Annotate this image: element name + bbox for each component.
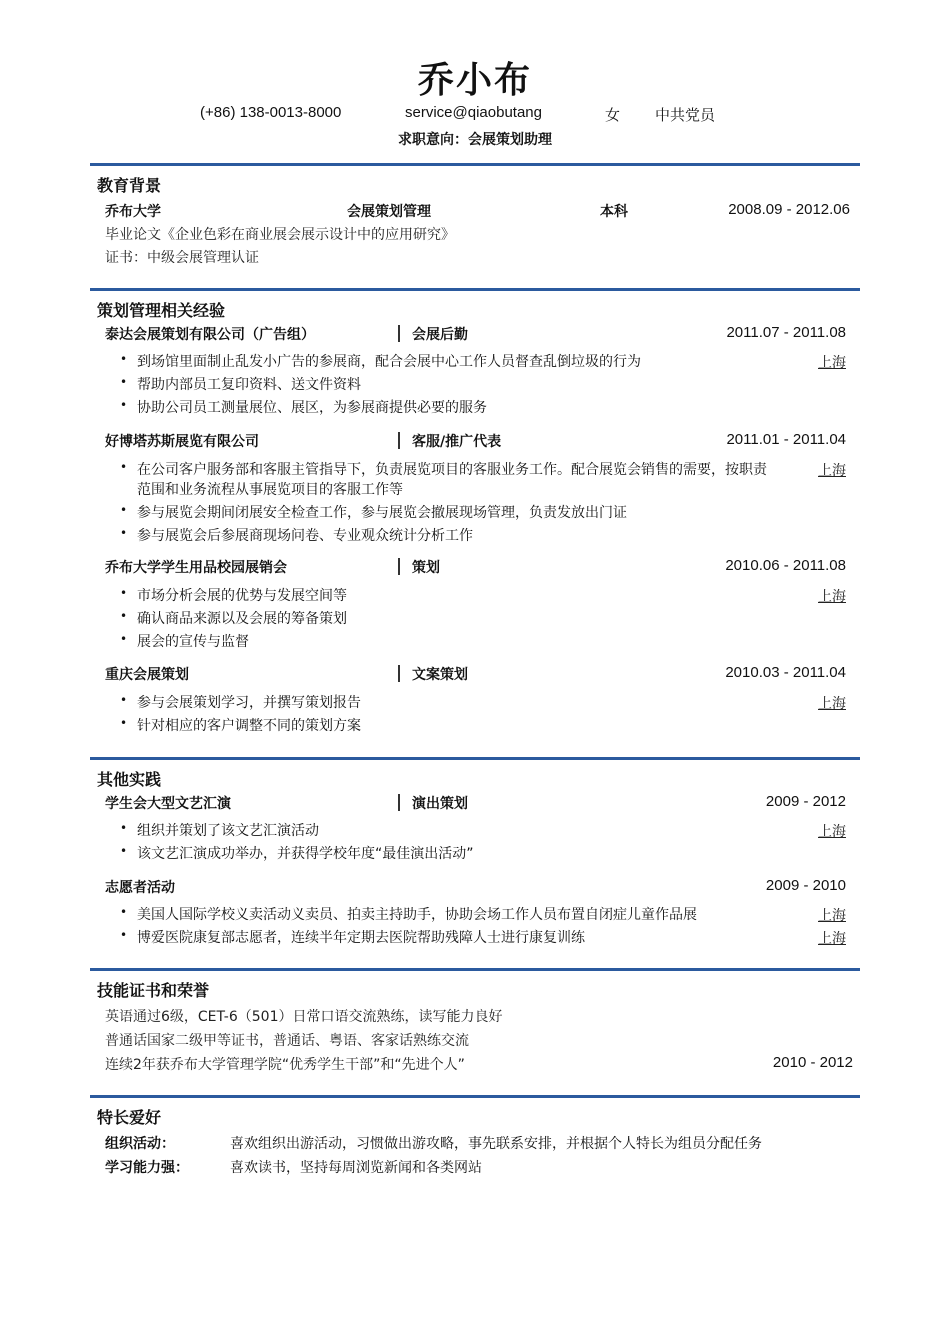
- email: service@qiaobutang: [405, 104, 542, 121]
- section-divider: [90, 1095, 860, 1098]
- separator: [398, 558, 400, 575]
- job-header: [90, 324, 860, 344]
- section-title: 其他实践: [97, 770, 162, 789]
- degree: 本科: [600, 204, 628, 220]
- separator: [398, 665, 400, 682]
- location-link[interactable]: 上海: [818, 931, 846, 947]
- education-section: [90, 163, 860, 283]
- practice-org: 学生会大型文艺汇演: [105, 796, 231, 812]
- skill-line: 英语通过6级，CET-6（501）日常口语交流熟练，读写能力良好: [105, 1009, 503, 1025]
- education-row: [90, 201, 860, 221]
- practice-role: 演出策划: [412, 796, 468, 812]
- list-item: • 组织并策划了该文艺汇演活动 上海: [120, 821, 846, 840]
- job-header: [90, 664, 860, 684]
- job-dates: 2011.07 - 2011.08: [726, 324, 846, 341]
- job-dates: 2010.03 - 2011.04: [725, 664, 846, 681]
- practice-header: [90, 793, 860, 813]
- section-title: 技能证书和荣誉: [97, 981, 210, 1000]
- section-divider: [90, 757, 860, 760]
- practice-bullets: [90, 821, 860, 867]
- job-role: 策划: [412, 560, 440, 576]
- job-role: 会展后勤: [412, 327, 468, 343]
- location-link[interactable]: 上海: [818, 824, 846, 840]
- skill-line: 普通话国家二级甲等证书，普通话、粤语、客家话熟练交流: [105, 1033, 469, 1049]
- location-link[interactable]: 上海: [818, 355, 846, 371]
- list-item: • 到场馆里面制止乱发小广告的参展商，配合会展中心工作人员督查乱倒垃圾的行为 上海: [120, 352, 846, 371]
- thesis: 毕业论文《企业色彩在商业展会展示设计中的应用研究》: [105, 227, 455, 243]
- job-bullets: [90, 352, 860, 421]
- hobby-value: 喜欢读书，坚持每周浏览新闻和各类网站: [230, 1160, 482, 1176]
- skill-dates: 2010 - 2012: [772, 1054, 853, 1071]
- hobby-label: 组织活动：: [105, 1136, 175, 1152]
- certificate: 证书：中级会展管理认证: [105, 250, 259, 266]
- location-link[interactable]: 上海: [818, 696, 846, 712]
- practice-org: 志愿者活动: [105, 880, 175, 896]
- separator: [398, 325, 400, 342]
- job-org: 重庆会展策划: [105, 667, 189, 683]
- section-divider: [90, 288, 860, 291]
- location-link[interactable]: 上海: [818, 463, 846, 479]
- job-header: [90, 431, 860, 451]
- section-divider: [90, 163, 860, 166]
- list-item: • 参与展览会后参展商现场问卷、专业观众统计分析工作: [120, 526, 473, 544]
- hobby-value: 喜欢组织出游活动，习惯做出游攻略，事先联系安排，并根据个人特长为组员分配任务: [230, 1136, 762, 1152]
- list-item: • 该文艺汇演成功举办，并获得学校年度“最佳演出活动”: [120, 844, 474, 862]
- list-item: • 确认商品来源以及会展的筹备策划: [120, 609, 347, 627]
- practice-dates: 2009 - 2010: [765, 877, 846, 894]
- section-divider: [90, 968, 860, 971]
- section-title: 教育背景: [97, 176, 162, 195]
- job-header: [90, 557, 860, 577]
- skill-line: 连续2年获乔布大学管理学院“优秀学生干部”和“先进个人”: [105, 1057, 465, 1073]
- practice-dates: 2009 - 2012: [765, 793, 846, 810]
- job-dates: 2011.01 - 2011.04: [726, 431, 846, 448]
- location-link[interactable]: 上海: [818, 589, 846, 605]
- list-item: • 美国人国际学校义卖活动义卖员、拍卖主持助手，协助会场工作人员布置自闭症儿童作品展 上海: [120, 905, 846, 924]
- job-bullets: [90, 693, 860, 739]
- list-item: • 针对相应的客户调整不同的策划方案: [120, 716, 361, 734]
- job-objective: 求职意向：会展策划助理: [398, 132, 552, 148]
- school-name: 乔布大学: [105, 204, 161, 220]
- list-item: • 展会的宣传与监督: [120, 632, 249, 650]
- job-org: 乔布大学学生用品校园展销会: [105, 560, 287, 576]
- list-item: • 参与会展策划学习，并撰写策划报告 上海: [120, 693, 846, 712]
- section-title: 策划管理相关经验: [97, 301, 226, 320]
- list-item: • 协助公司员工测量展位、展区，为参展商提供必要的服务: [120, 398, 487, 416]
- hobby-label: 学习能力强：: [105, 1160, 189, 1176]
- candidate-name: 乔小布: [417, 60, 532, 101]
- list-item: • 帮助内部员工复印资料、送文件资料: [120, 375, 361, 393]
- job-org: 泰达会展策划有限公司（广告组）: [105, 327, 315, 343]
- job-org: 好博塔苏斯展览有限公司: [105, 434, 259, 450]
- job-bullets: [90, 460, 860, 549]
- practice-header: [90, 877, 860, 897]
- political-status: 中共党员: [655, 107, 716, 124]
- skills-section: [90, 968, 860, 1093]
- list-item: • 在公司客户服务部和客服主管指导下，负责展览项目的客服业务工作。配合展览会销售的需要，按职责范围和业务流程从事展览项目的客服工作等 上海: [120, 460, 846, 498]
- list-item: • 参与展览会期间闭展安全检查工作，参与展览会撤展现场管理，负责发放出门证: [120, 503, 627, 521]
- gender: 女: [605, 107, 621, 124]
- hobbies-section: [90, 1095, 860, 1195]
- practice-bullets: [90, 905, 860, 951]
- separator: [398, 432, 400, 449]
- list-item: • 市场分析会展的优势与发展空间等 上海: [120, 586, 846, 605]
- job-bullets: [90, 586, 860, 655]
- education-dates: 2008.09 - 2012.06: [728, 201, 850, 218]
- separator: [398, 794, 400, 811]
- section-title: 特长爱好: [97, 1108, 162, 1127]
- job-dates: 2010.06 - 2011.08: [725, 557, 846, 574]
- location-link[interactable]: 上海: [818, 908, 846, 924]
- job-role: 文案策划: [412, 667, 468, 683]
- major: 会展策划管理: [347, 204, 431, 220]
- phone: (+86) 138-0013-8000: [200, 104, 342, 121]
- list-item: • 博爱医院康复部志愿者，连续半年定期去医院帮助残障人士进行康复训练 上海: [120, 928, 846, 947]
- job-role: 客服/推广代表: [412, 434, 502, 450]
- practice-section: [90, 757, 860, 967]
- experience-section: [90, 288, 860, 758]
